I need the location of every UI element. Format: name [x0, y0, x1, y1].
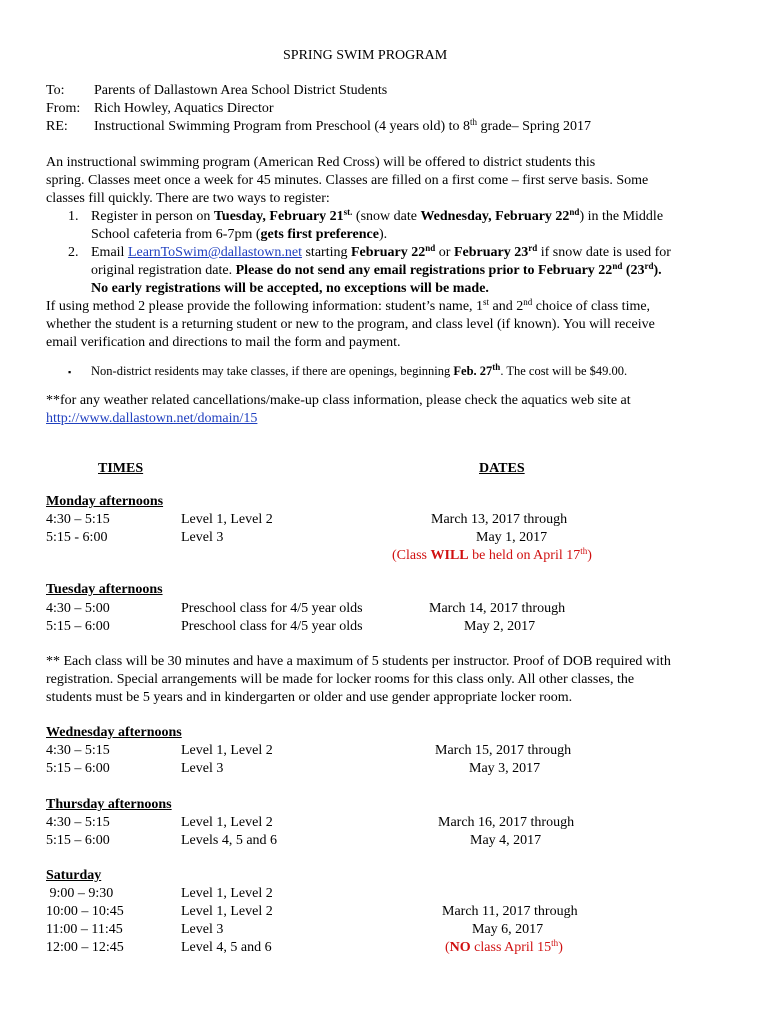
- wednesday-date-end: May 3, 2017: [469, 761, 541, 776]
- thursday-date-end: May 4, 2017: [470, 833, 542, 848]
- intro-line-2: spring. Classes meet once a week for 45 minutes. Classes are filled on a first come – first serve basis. Some: [46, 173, 649, 188]
- memo-re-label: RE:: [46, 119, 68, 134]
- wednesday-heading: Wednesday afternoons: [46, 725, 182, 740]
- method-2-number: 2.: [68, 245, 79, 260]
- memo-from-value: Rich Howley, Aquatics Director: [94, 101, 274, 116]
- thursday-level-2: Levels 4, 5 and 6: [181, 833, 278, 848]
- saturday-time-4: 12:00 – 12:45: [46, 940, 124, 955]
- monday-level-2: Level 3: [181, 530, 224, 545]
- wednesday-level-1: Level 1, Level 2: [181, 743, 273, 758]
- dates-header: DATES: [479, 461, 525, 476]
- thursday-time-1: 4:30 – 5:15: [46, 815, 110, 830]
- memo-from-label: From:: [46, 101, 81, 116]
- thursday-date-start: March 16, 2017 through: [438, 815, 575, 830]
- wednesday-time-1: 4:30 – 5:15: [46, 743, 110, 758]
- wednesday-date-start: March 15, 2017 through: [435, 743, 572, 758]
- saturday-date-end: May 6, 2017: [472, 922, 544, 937]
- saturday-level-2: Level 1, Level 2: [181, 904, 273, 919]
- method-2-line-3: No early registrations will be accepted, no exceptions will be made.: [91, 281, 489, 296]
- intro-line-1: An instructional swimming program (American Red Cross) will be offered to district students this: [46, 155, 596, 170]
- memo-to-label: To:: [46, 83, 65, 98]
- method-2-line-2: original registration date. Please do not send any email registrations prior to February 22nd (23rd).: [91, 261, 662, 278]
- method-2-info-line-1: If using method 2 please provide the following information: student’s name, 1st and 2nd choice of class time,: [46, 297, 651, 314]
- thursday-level-1: Level 1, Level 2: [181, 815, 273, 830]
- page-title: SPRING SWIM PROGRAM: [283, 48, 448, 63]
- memo-to-value: Parents of Dallastown Area School District Students: [94, 83, 388, 98]
- thursday-heading: Thursday afternoons: [46, 797, 172, 812]
- monday-time-2: 5:15 - 6:00: [46, 530, 108, 545]
- wednesday-level-2: Level 3: [181, 761, 224, 776]
- method-1-line-1: Register in person on Tuesday, February $21^{st.}$ (snow date Wednesday, February 22nd) in the Middle: [91, 207, 664, 224]
- monday-date-start: March 13, 2017 through: [431, 512, 568, 527]
- times-header: TIMES: [98, 461, 144, 476]
- nondistrict-note: Non-district residents may take classes, if there are openings, beginning Feb. 27th. The cost will be $49.00.: [91, 362, 628, 378]
- monday-time-1: 4:30 – 5:15: [46, 512, 110, 527]
- monday-level-1: Level 1, Level 2: [181, 512, 273, 527]
- tuesday-heading: Tuesday afternoons: [46, 582, 163, 597]
- tuesday-time-2: 5:15 – 6:00: [46, 619, 110, 634]
- thursday-time-2: 5:15 – 6:00: [46, 833, 110, 848]
- bullet-icon: ▪: [68, 367, 72, 377]
- wednesday-time-2: 5:15 – 6:00: [46, 761, 110, 776]
- method-1-line-2: School cafeteria from 6-7pm (gets first preference).: [91, 227, 388, 242]
- tuesday-level-2: Preschool class for 4/5 year olds: [181, 619, 363, 634]
- method-2-line-1: Email LearnToSwim@dallastown.net starting February 22nd or February 23rd if snow date is used for: [91, 243, 671, 260]
- aquatics-web-link[interactable]: http://www.dallastown.net/domain/15: [46, 411, 258, 426]
- saturday-heading: Saturday: [46, 868, 102, 883]
- method-1-number: 1.: [68, 209, 79, 224]
- preschool-note-line-2: registration. Special arrangements will be made for locker rooms for this class only. All other classes, the: [46, 672, 635, 687]
- preschool-note-line-1: ** Each class will be 30 minutes and have a maximum of 5 students per instructor. Proof of DOB required with: [46, 654, 671, 669]
- monday-heading: Monday afternoons: [46, 494, 164, 509]
- saturday-note: (NO class April 15th): [445, 938, 563, 955]
- intro-line-3: classes fill quickly. There are two ways to register:: [46, 191, 330, 206]
- saturday-level-1: Level 1, Level 2: [181, 886, 273, 901]
- preschool-note-line-3: students must be 5 years and in kindergarten or older and use gender appropriate locker room.: [46, 690, 573, 705]
- saturday-level-3: Level 3: [181, 922, 224, 937]
- saturday-time-1: 9:00 – 9:30: [46, 886, 114, 901]
- method-2-info-line-2: whether the student is a returning student or new to the program, and class level (if known). You will receive: [46, 317, 655, 332]
- saturday-time-3: 11:00 – 11:45: [46, 922, 123, 937]
- method-2-info-line-3: email verification and directions to mail the form and payment.: [46, 335, 401, 350]
- tuesday-level-1: Preschool class for 4/5 year olds: [181, 601, 363, 616]
- tuesday-date-start: March 14, 2017 through: [429, 601, 566, 616]
- tuesday-time-1: 4:30 – 5:00: [46, 601, 110, 616]
- saturday-level-4: Level 4, 5 and 6: [181, 940, 272, 955]
- tuesday-date-end: May 2, 2017: [464, 619, 536, 634]
- memo-re-value: Instructional Swimming Program from Preschool (4 years old) to 8th grade– Spring 2017: [94, 117, 591, 134]
- monday-note: (Class WILL be held on April 17th): [392, 546, 592, 563]
- monday-date-end: May 1, 2017: [476, 530, 548, 545]
- email-link[interactable]: LearnToSwim@dallastown.net: [127, 245, 302, 260]
- saturday-time-2: 10:00 – 10:45: [46, 904, 124, 919]
- weather-note: **for any weather related cancellations/make-up class information, please check the aquatics web site at: [46, 393, 631, 408]
- saturday-date-start: March 11, 2017 through: [442, 904, 578, 919]
